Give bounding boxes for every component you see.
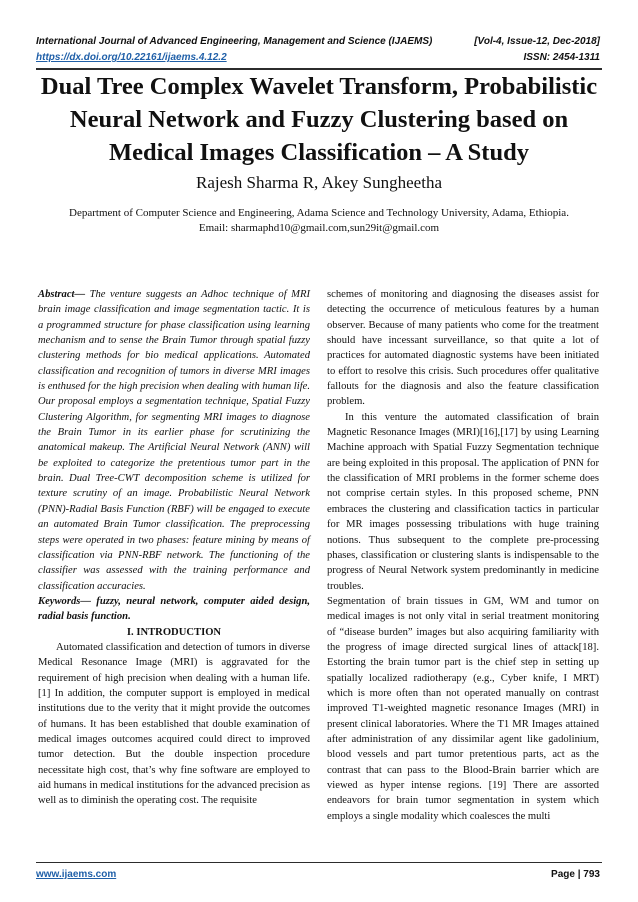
abstract	[38, 287, 310, 594]
page-footer	[36, 869, 600, 880]
footer-rule	[36, 862, 602, 863]
doi-line	[36, 52, 600, 63]
page-number: Page | 793	[551, 869, 600, 880]
keywords-label: Keywords—	[38, 595, 91, 607]
issn: ISSN: 2454-1311	[523, 52, 600, 63]
doi-link[interactable]: https://dx.doi.org/10.22161/ijaems.4.12.2	[36, 52, 227, 63]
paper-title: Dual Tree Complex Wavelet Transform, Probabilistic Neural Network and Fuzzy Clustering based on Medical Images Classification – A Study	[40, 73, 598, 166]
body-paragraph-1: schemes of monitoring and diagnosing the diseases assist for detecting the occurrence of meticulous features by a human observer. Because of many patients who come for the treatment should have incessant surveillance, so that quite a lot of practices for automated diagnostic systems have been initiated to effort to resolve this crisis. Such procedures offer qualitative fallouts for the diagnosis and also the feature classification problem.	[327, 289, 599, 408]
section-heading: I. INTRODUCTION	[126, 626, 222, 638]
title-block	[40, 70, 598, 234]
intro-paragraph: Automated classification and detection of tumors in diverse Medical Resonance Image (MRI) is aggravated for the requirement of high precision when dealing with a human life. [1] In addition, the computer support is employed in medical institutions due to the verity that it might provide the outcomes of humans. It has been established that double examination of medical images outcomes acquired could direct to improved tumor detection. But the double inspection procedure necessitate high cost, that’s why fine software are employed to aid humans in medical institutions for the advanced precision as well as to diminish the operating cost. The requisite	[38, 641, 310, 807]
authors: Rajesh Sharma R, Akey Sungheetha	[196, 173, 442, 192]
body-paragraph-2: In this venture the automated classification of brain Magnetic Resonance Images (MRI)[16],[17] by using Learning Machine approach with Spatial Fuzzy Segmentation technique are being exploited in this proposal. The application of PNN for the classification of MRI problems in the former scheme does not comprise certain styles. In this proposed scheme, PNN embraces the clustering and classification tactics in particular for MR images possessing tribulations with huge training notions. Thus subsequent to the complete pre-processing phases, classification or clustering slants is indispensable to the progress of Neural Network system predominantly in medicine troubles.	[327, 411, 599, 592]
email: Email: sharmaphd10@gmail.com,sun29it@gmail.com	[198, 222, 440, 234]
journal-name: International Journal of Advanced Engineering, Management and Science (IJAEMS)	[36, 36, 433, 47]
body-paragraph-3: Segmentation of brain tissues in GM, WM and tumor on medical images is not only vital in serial treatment monitoring of “disease burden” images but also acquiring familiarity with the progress of image directed surgical lines of attack[18]. Estorting the brain tumor part is the chief step in setting up spatially localized radiotherapy (e.g., Cyber knife, I MRT) which is more often than not operated manually on contrast improved T1-weighted magnetic resonance Images (MRI) in present clinical laboratories. Where the T1 MR Images attained after administration of any dissimilar agent like gadolinium, blood vessels and part tumor pretentious parts, act as the contrast that can pass to the Blood-Brain barrier which are viewed as hyper intense regions. [19] There are assorted endeavors for brain tumor segmentation in system which employs a single modality which coalesces the multi	[327, 595, 599, 822]
abstract-label: Abstract—	[38, 289, 86, 300]
website-link[interactable]: www.ijaems.com	[36, 869, 117, 880]
keywords	[38, 594, 310, 625]
keywords-text: fuzzy, neural network, computer aided design, radial basis function.	[38, 595, 310, 623]
right-column	[327, 287, 599, 824]
journal-header	[36, 36, 600, 47]
abstract-text: The venture suggests an Adhoc technique of MRI brain image classification and image segmentation tactic. It is a programmed structure for phase classification using learning mechanism and to sense the Brain Tumor through spatial fuzzy clustering methods for bio medical applications. Automated classification and recognition of tumors in diverse MRI images is enthused for the high precision when dealing with human life. Our proposal employs a segmentation technique, Spatial Fuzzy Clustering Algorithm, for segmenting MRI images to diagnose the Brain Tumor in its earlier phase for scrutinizing the anatomical makeup. The Artificial Neural Network (ANN) will be exploited to categorize the pretentious tumor part in the brain. Dual Tree-CWT decomposition scheme is utilized for texture scrutiny of an image. Probabilistic Neural Network (PNN)-Radial Basis Function (RBF) will be engaged to execute an automated Brain Tumor classification. The preprocessing steps were operated in two phases: feature mining by means of classification via PNN-RBF network. The functioning of the classifier was assessed with the training performance and classification accuracies.	[38, 289, 310, 592]
volume-info: [Vol-4, Issue-12, Dec-2018]	[474, 36, 600, 47]
left-column	[38, 287, 310, 809]
affiliation: Department of Computer Science and Engineering, Adama Science and Technology University, Adama, Ethiopia.	[69, 207, 569, 219]
